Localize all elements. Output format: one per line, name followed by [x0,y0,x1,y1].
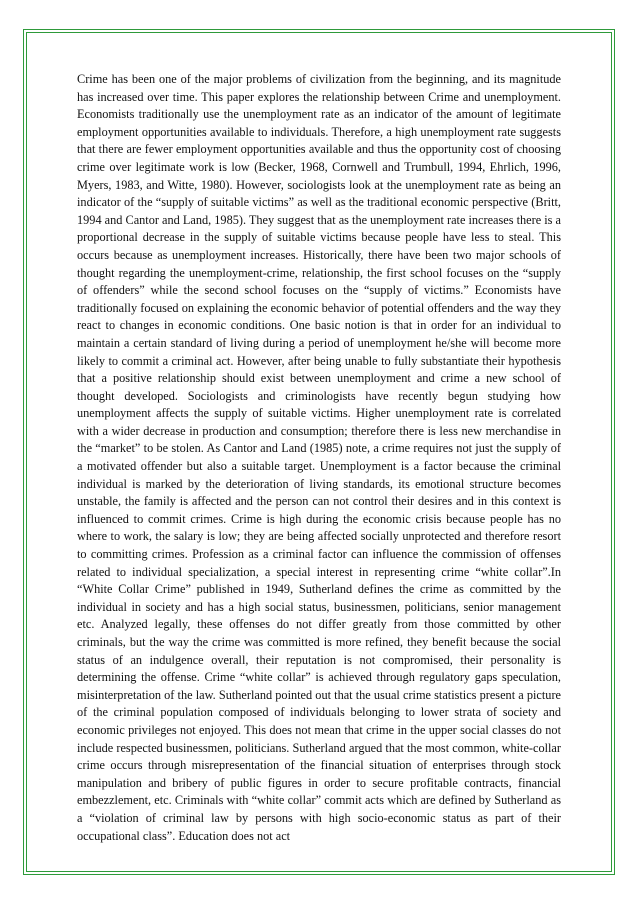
body-paragraph: Crime has been one of the major problems of civilization from the beginning, and its magnitude has increased over time. This paper explores the relationship between Crime and unemployment. Economists traditionally use the unemployment rate as an indicator of the amount of legitimate employment opportunities available to individuals. Therefore, a high unemployment rate suggests that there are fewer employment opportunities available and thus the opportunity cost of choosing crime over legitimate work is low (Becker, 1968, Cornwell and Trumbull, 1994, Ehrlich, 1996, Myers, 1983, and Witte, 1980). However, sociologists look at the unemployment rate as being an indicator of the “supply of suitable victims” as well as the traditional economic perspective (Britt, 1994 and Cantor and Land, 1985). They suggest that as the unemployment rate increases there is a proportional decrease in the supply of suitable victims because people have less to steal. This occurs because as unemployment increases. Historically, there have been two major schools of thought regarding the unemployment-crime, relationship, the first school focuses on the “supply of offenders” while the second school focuses on the “supply of victims.” Economists have traditionally focused on explaining the economic behavior of potential offenders and the way they react to changes in economic conditions. One basic notion is that in order for an individual to maintain a certain standard of living during a period of unemployment he/she will become more likely to commit a criminal act. However, after being unable to fully substantiate their hypothesis that a positive relationship should exist between unemployment and crime a new school of thought developed. Sociologists and criminologists have recently begun studying how unemployment affects the supply of suitable victims. Higher unemployment rate is correlated with a wider decrease in production and consumption; therefore there is less new merchandise in the “market” to be stolen. As Cantor and Land (1985) note, a crime requires not just the supply of a motivated offender but also a suitable target. Unemployment is a factor because the criminal individual is marked by the deterioration of living standards, its emotional structure becomes unstable, the family is affected and the person can not control their desires and in this context is influenced to commit crimes. Crime is high during the economic crisis because people has no where to work, the salary is low; they are being affected socially unprotected and therefore resort to committing crimes. Profession as a criminal factor can influence the commission of offenses related to individual specialization, a special interest in representing crime “white collar”.In “White Collar Crime” published in 1949, Sutherland defines the crime as committed by the individual in society and has a high social status, businessmen, politicians, senior management etc. Analyzed legally, these offenses do not differ greatly from those committed by other criminals, but the way the crime was committed is more refined, they benefit because the social status of an indulgence overall, their reputation is not compromised, their personality is determining the offense. Crime “white collar” is achieved through regulatory gaps speculation, misinterpretation of the law. Sutherland pointed out that the usual crime statistics present a picture of the criminal population composed of individuals belonging to lower strata of society and economic privileges not enjoyed. This does not mean that crime in the upper social classes do not include respected businessmen, politicians. Sutherland argued that the most common, white-collar crime occurs through misrepresentation of the financial situation of enterprises through stock manipulation and bribery of public figures in order to secure profitable contracts, financial embezzlement, etc. Criminals with “white collar” commit acts which are defined by Sutherland as a “violation of criminal law by persons with high socio-economic status as part of their occupational class”. Education does not act [77,72,561,843]
document-body [77,71,561,851]
